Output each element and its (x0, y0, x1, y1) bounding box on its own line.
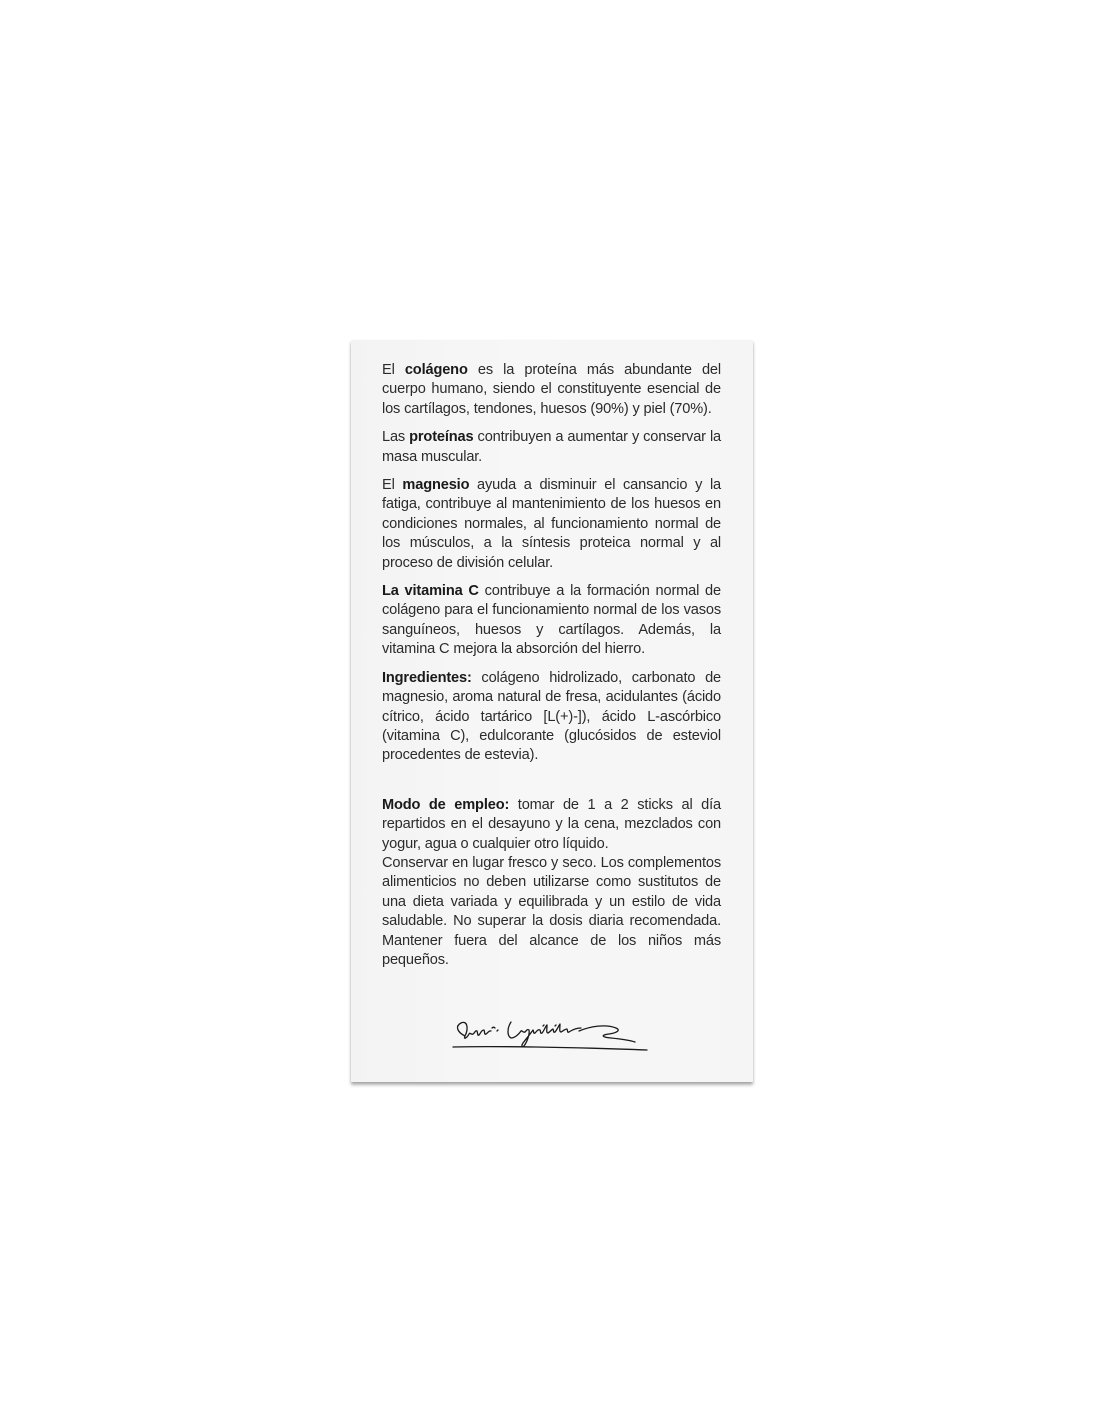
paragraph-vitamina-c (382, 582, 721, 660)
lead-text: Las (382, 429, 410, 446)
label-text (382, 361, 721, 979)
paragraph-conservar (382, 854, 721, 970)
bold-term: magnesio (402, 477, 470, 494)
paragraph-colageno (382, 361, 721, 419)
lead-text: El (382, 362, 405, 378)
body-text: colágeno hidrolizado, carbonato de magnesio, aroma natural de fresa, acidulantes (ácido cítrico, ácido tartárico [L(+)-]), ácido L-ascórbico (vitamina C), edulcorante (glucósidos de esteviol procedentes de estevia). (382, 669, 721, 764)
bold-term: Ingredientes: (382, 669, 472, 686)
handwritten-signature-icon (451, 1016, 651, 1056)
body-text: tomar de 1 a 2 sticks al día repartidos en el desayuno y la cena, mezclados con yogur, agua o cualquier otro líquido. (382, 796, 721, 852)
body-text: contribuye a la formación normal de colágeno para el funcionamiento normal de los vasos sanguíneos, huesos y cartílagos. Además, la vitamina C mejora la absorción del hierro. (382, 583, 721, 658)
body-text: Conservar en lugar fresco y seco. Los complementos alimenticios no deben utilizarse como sustitutos de una dieta variada y equilibrada y un estilo de vida saludable. No superar la dosis diaria recomendada. Mantener fuera del alcance de los niños más pequeños. (382, 854, 721, 968)
bold-term: La vitamina C (382, 583, 479, 600)
paragraph-proteinas (382, 428, 721, 467)
product-label-panel (351, 340, 753, 1082)
bold-term: colágeno (404, 362, 468, 378)
body-text: contribuyen a aumentar y conservar la masa muscular. (382, 429, 721, 465)
body-text: ayuda a disminuir el cansancio y la fatiga, contribuye al mantenimiento de los huesos en condiciones normales, al funcionamiento normal de los músculos, a la síntesis proteica normal y al proceso de división celular. (382, 477, 721, 571)
bold-term: proteínas (409, 429, 474, 446)
paragraph-magnesio (382, 476, 721, 573)
paragraph-ingredientes (382, 669, 721, 766)
body-text: es la proteína más abundante del cuerpo humano, siendo el constituyente esencial de los cartílagos, tendones, huesos (90%) y piel (70%). (382, 362, 721, 417)
lead-text: El (382, 477, 403, 494)
bold-term: Modo de empleo: (382, 796, 510, 813)
paragraph-modo-empleo (382, 796, 721, 854)
